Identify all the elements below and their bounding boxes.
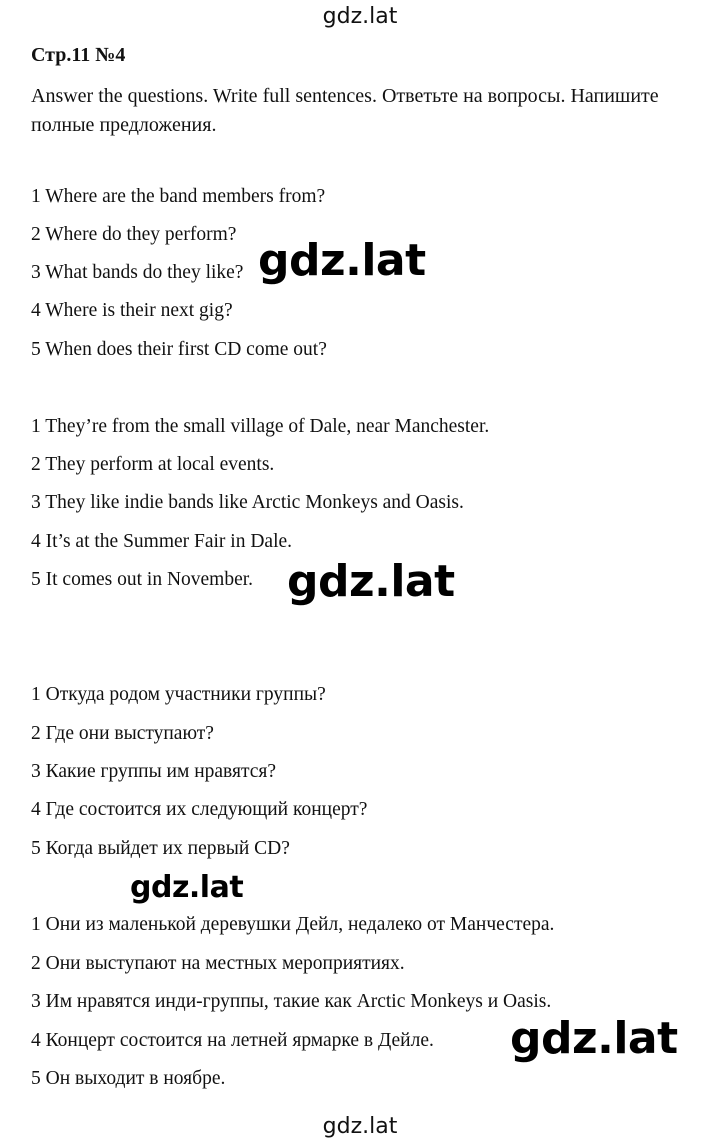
watermark-2: gdz.lat — [287, 556, 455, 607]
question-en-2: 2 Where do they perform? — [31, 224, 237, 245]
watermark-4: gdz.lat — [510, 1013, 678, 1064]
answer-en-3: 3 They like indie bands like Arctic Monkeys and Oasis. — [31, 492, 464, 513]
watermark-1: gdz.lat — [258, 235, 426, 286]
site-header-label: gdz.lat — [322, 4, 398, 29]
question-ru-1: 1 Откуда родом участники группы? — [31, 684, 326, 705]
watermark-3: gdz.lat — [130, 870, 244, 905]
question-en-1: 1 Where are the band members from? — [31, 186, 326, 207]
answer-en-2: 2 They perform at local events. — [31, 454, 275, 475]
answer-en-1: 1 They’re from the small village of Dale, near Manchester. — [31, 416, 490, 437]
site-footer-label: gdz.lat — [322, 1114, 398, 1139]
question-ru-5: 5 Когда выйдет их первый CD? — [31, 838, 290, 859]
page-title: Стр.11 №4 — [31, 44, 126, 66]
answer-en-5: 5 It comes out in November. — [31, 569, 254, 590]
answer-en-4: 4 It’s at the Summer Fair in Dale. — [31, 531, 293, 552]
question-en-3: 3 What bands do they like? — [31, 262, 244, 283]
answer-ru-4: 4 Концерт состоится на летней ярмарке в Дейле. — [31, 1030, 434, 1051]
question-en-4: 4 Where is their next gig? — [31, 300, 233, 321]
question-ru-4: 4 Где состоится их следующий концерт? — [31, 799, 368, 820]
question-en-5: 5 When does their first CD come out? — [31, 339, 327, 360]
question-ru-3: 3 Какие группы им нравятся? — [31, 761, 277, 782]
answer-ru-2: 2 Они выступают на местных мероприятиях. — [31, 953, 405, 974]
answer-ru-5: 5 Он выходит в ноябре. — [31, 1068, 226, 1089]
answer-ru-1: 1 Они из маленькой деревушки Дейл, недалеко от Манчестера. — [31, 914, 555, 935]
answer-ru-3: 3 Им нравятся инди-группы, такие как Arctic Monkeys и Oasis. — [31, 991, 552, 1012]
instructions-text: Answer the questions. Write full sentences. Ответьте на вопросы. Напишите полные предложения. — [31, 85, 659, 136]
question-ru-2: 2 Где они выступают? — [31, 723, 214, 744]
